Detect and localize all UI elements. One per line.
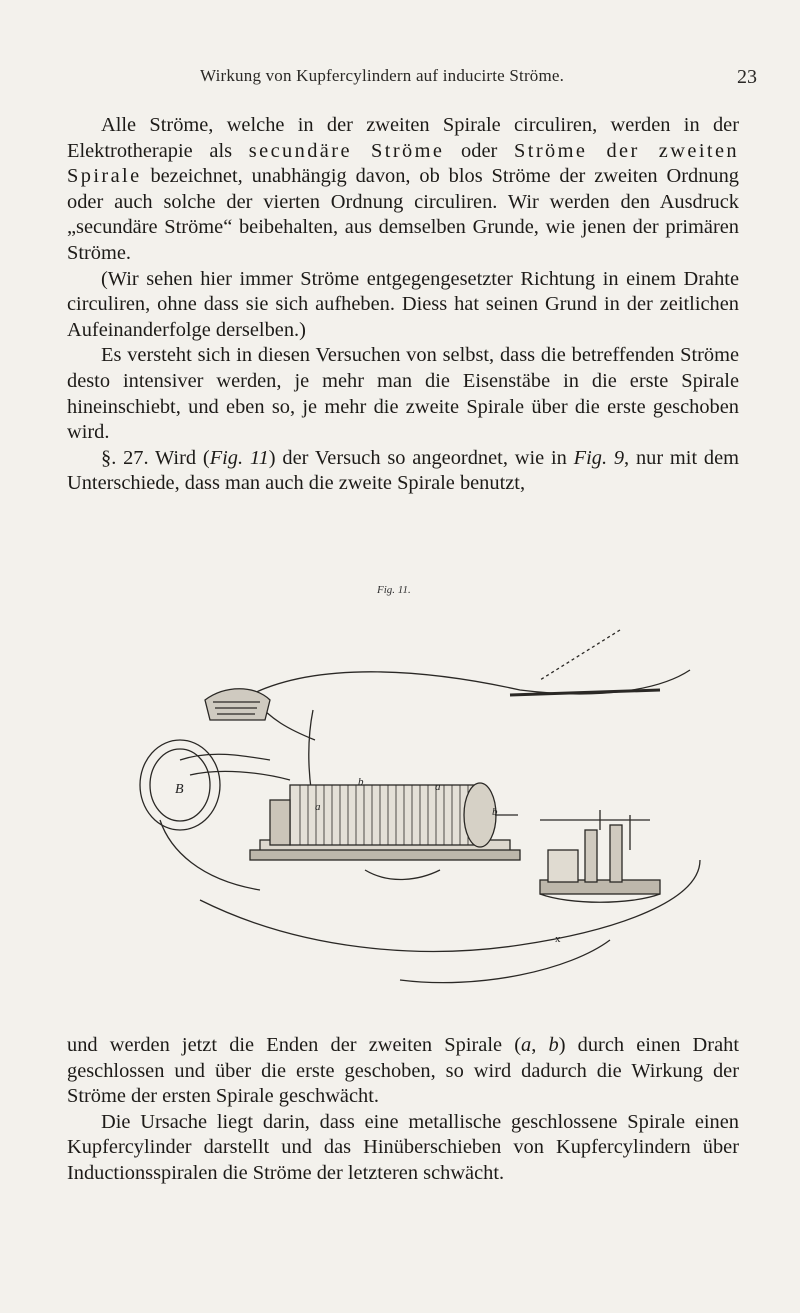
paragraph-6: Die Ursache liegt darin, dass eine metallische geschlossene Spirale einen Kupfercylinder darstellt und das Hinüberschieben von Kupfercylindern über Inductionsspiralen die Ströme der letzteren schwächt. xyxy=(67,1110,739,1184)
text-block-top xyxy=(67,113,739,497)
paragraph-5: und werden jetzt die Enden der zweiten Spirale (a, b) durch einen Draht geschlossen und über die erste geschoben, so wird dadurch die Wirkung der Ströme der ersten Spirale geschwächt. xyxy=(67,1034,739,1108)
paragraph-2: (Wir sehen hier immer Ströme entgegengesetzter Richtung in einem Drahte circuliren, ohne dass sie sich aufheben. Diess hat seinen Grund in der zeitlichen Aufeinanderfolge derselben.) xyxy=(67,267,739,341)
running-title: Wirkung von Kupfercylindern auf inducirte Ströme. xyxy=(200,66,565,85)
label-a2: a xyxy=(435,781,441,793)
figure-caption: Fig. 11. xyxy=(377,584,411,596)
coil-b xyxy=(140,740,260,890)
label-coil-b: B xyxy=(175,782,184,797)
induction-apparatus-figure xyxy=(100,600,720,1020)
label-b2: b xyxy=(492,806,498,818)
label-x: x xyxy=(555,933,561,945)
paragraph-1: Alle Ströme, welche in der zweiten Spirale circuliren, werden in der Elektrotherapie als secundäre Ströme oder Ströme der zweiten Spirale bezeichnet, unabhängig davon, ob blos Ströme der zweiten Ordnung oder auch solche der vierten Ordnung circuliren. Wir werden den Ausdruck „secundäre Ströme“ beibehalten, aus demselben Grunde, wie jenen der primären Ströme. xyxy=(67,114,739,264)
label-b1: b xyxy=(358,776,364,788)
label-a1: a xyxy=(315,801,321,813)
interrupter xyxy=(540,810,660,902)
page-number: 23 xyxy=(737,66,757,88)
primary-coil xyxy=(250,783,520,860)
paragraph-4: §. 27. Wird (Fig. 11) der Versuch so angeordnet, wie in Fig. 9, nur mit dem Unterschiede, dass man auch die zweite Spirale benutzt, xyxy=(67,446,740,495)
paragraph-3: Es versteht sich in diesen Versuchen von selbst, dass die betreffenden Ströme desto intensiver werden, je mehr man die Eisenstäbe in die erste Spirale hineinschiebt, und eben so, je mehr die zweite Spirale über die erste geschoben wird. xyxy=(67,344,739,444)
wire-clamp xyxy=(205,689,270,720)
text-block-bottom xyxy=(67,1033,739,1187)
